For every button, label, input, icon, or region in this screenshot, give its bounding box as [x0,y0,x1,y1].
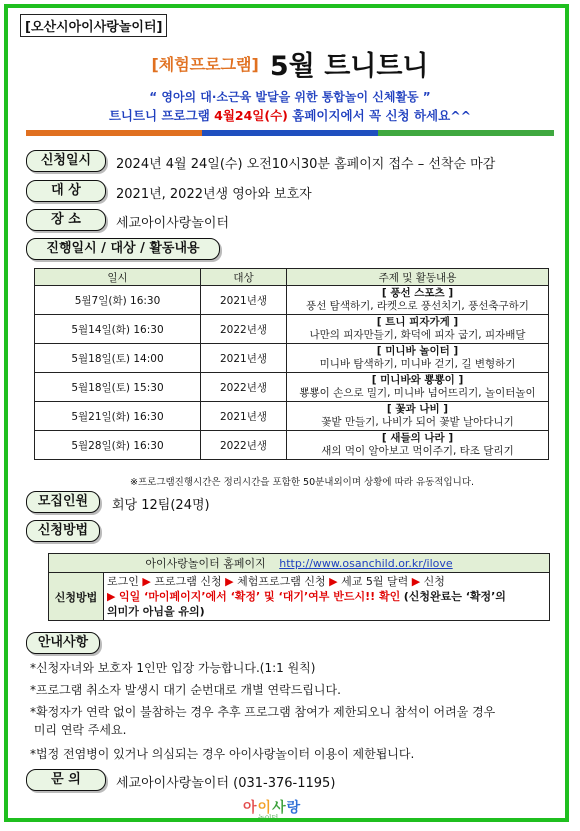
table-row [35,286,549,315]
row-activity [287,286,549,315]
subtitle-date: 4월24일(수) [214,108,288,123]
step-program: 프로그램 신청 [154,575,222,588]
row-detail: 미니바 탐색하기, 미니바 걷기, 길 변형하기 [319,358,516,370]
step-confirm-warning: 익일 ‘마이페이지’에서 ‘확정’ 및 ‘대기’여부 반드시!! 확인 [118,590,401,603]
logo-char: 랑 [286,800,302,816]
row-target: 2021년생 [201,344,287,373]
row-date: 5월21일(화) 16:30 [35,402,201,431]
notice-item: *신청자녀와 보호자 1인만 입장 가능합니다.(1:1 원칙) [30,661,316,675]
row-target: 2022년생 [201,315,287,344]
step-calendar: 세교 5월 달력 [341,575,409,588]
org-label: [오산시아이사랑놀이터] [20,14,167,37]
notice-section-label: 안내사항 [26,632,100,654]
recruit-value: 회당 12팀(24명) [112,498,210,513]
notice-item: 미리 연락 주세요. [30,723,127,737]
schedule-section-label: 진행일시 / 대상 / 활동내용 [26,238,220,260]
table-row [35,373,549,402]
row-date: 5월14일(화) 16:30 [35,315,201,344]
apply-date-label: 신청일시 [26,150,106,172]
row-target: 2022년생 [201,431,287,460]
row-detail: 나만의 피자만들기, 화덕에 피자 굽기, 피자배달 [309,329,526,341]
arrow-icon: ▶ [107,590,116,603]
subtitle-post: 홈페이지에서 꼭 신청 하세요^^ [287,108,472,123]
notice-item: *법정 전염병이 있거나 의심되는 경우 아이사랑놀이터 이용이 제한됩니다. [30,747,415,761]
row-detail: 새의 먹이 알아보고 먹이주기, 타조 달리기 [321,445,514,457]
row-activity [287,315,549,344]
step-experience: 체험프로그램 신청 [237,575,326,588]
logo-char: 이 [257,800,273,816]
row-topic: [ 꽃과 나비 ] [386,403,449,415]
place-label: 장 소 [26,209,106,231]
target-label: 대 상 [26,180,106,202]
target-value: 2021년, 2022년생 영아와 보호자 [116,187,312,202]
row-target: 2021년생 [201,402,287,431]
schedule-note: ※프로그램진행시간은 정리시간을 포함한 50분내외이며 상황에 따라 유동적입니다. [130,477,475,488]
row-date: 5월7일(화) 16:30 [35,286,201,315]
row-topic: [ 트니 피자가게 ] [376,316,459,328]
subtitle-apply-note [0,106,580,124]
arrow-icon: ▶ [329,575,338,588]
arrow-icon: ▶ [411,575,421,588]
table-row [35,431,549,460]
place-value: 세교아이사랑놀이터 [116,216,230,231]
row-detail: 풍선 탐색하기, 라켓으로 풍선치기, 풍선축구하기 [306,300,529,312]
page-title [0,44,580,83]
header-activity: 주제 및 활동내용 [287,269,549,286]
row-target: 2021년생 [201,286,287,315]
apply-row-label: 신청방법 [49,573,104,621]
apply-date-value: 2024년 4월 24일(수) 오전10시30분 홈페이지 접수 – 선착순 마감 [116,157,496,172]
step-confirm-note-cont: 의미가 아님을 유의) [107,605,205,618]
notice-item: *프로그램 취소자 발생시 대기 순번대로 개별 연락드립니다. [30,683,341,697]
program-name: 5월 트니트니 [269,51,429,82]
apply-steps-row [49,573,550,621]
color-divider [26,130,554,136]
header-date: 일시 [35,269,201,286]
method-section-label: 신청방법 [26,520,100,542]
header-target: 대상 [201,269,287,286]
logo-char: 아 [243,800,258,816]
apply-site-cell [49,554,550,573]
row-topic: [ 풍선 스포츠 ] [381,287,454,299]
table-row [35,402,549,431]
step-apply: 신청 [423,575,445,588]
divider-green [378,130,554,136]
row-activity [287,344,549,373]
step-login: 로그인 [107,575,139,588]
divider-blue [202,130,378,136]
row-date: 5월18일(토) 15:30 [35,373,201,402]
schedule-table [34,268,549,460]
table-row [35,315,549,344]
recruit-label: 모집인원 [26,491,100,513]
row-detail: 뿅뿅이 손으로 밀기, 미니바 넘어뜨리기, 놀이터놀이 [299,387,536,399]
row-activity [287,431,549,460]
contact-value: 세교아이사랑놀이터 (031-376-1195) [116,776,336,791]
logo-char: 사 [272,800,287,816]
row-date: 5월28일(화) 16:30 [35,431,201,460]
apply-method-table [48,553,550,621]
row-activity [287,373,549,402]
apply-site-row [49,554,550,573]
subtitle-pre: 트니트니 프로그램 [108,108,215,123]
row-target: 2022년생 [201,373,287,402]
schedule-header-row [35,269,549,286]
site-link[interactable]: http://www.osanchild.or.kr/ilove [279,557,453,570]
row-topic: [ 미니바와 뿅뿅이 ] [371,374,464,386]
apply-steps-cell [104,573,550,621]
notice-item: *확정자가 연락 없이 불참하는 경우 추후 프로그램 참여가 제한되오니 참석이 어려울 경우 [30,705,496,719]
program-type: [체험프로그램] [151,55,259,74]
divider-orange [26,130,202,136]
row-activity [287,402,549,431]
arrow-icon: ▶ [142,575,151,588]
row-topic: [ 미니바 놀이터 ] [376,345,459,357]
step-confirm-note: (신청완료는 ‘확정’의 [403,590,506,603]
row-detail: 꽃밭 만들기, 나비가 되어 꽃밭 날아다니기 [321,416,514,428]
subtitle-tagline: “ 영아의 대·소근육 발달을 위한 통합놀이 신체활동 ” [149,90,431,104]
row-date: 5월18일(토) 14:00 [35,344,201,373]
arrow-icon: ▶ [225,575,234,588]
logo-sub: 놀이터 [258,814,279,822]
row-topic: [ 새들의 나라 ] [381,432,454,444]
site-label: 아이사랑놀이터 홈페이지 [145,557,266,570]
contact-label: 문 의 [26,769,106,791]
table-row [35,344,549,373]
